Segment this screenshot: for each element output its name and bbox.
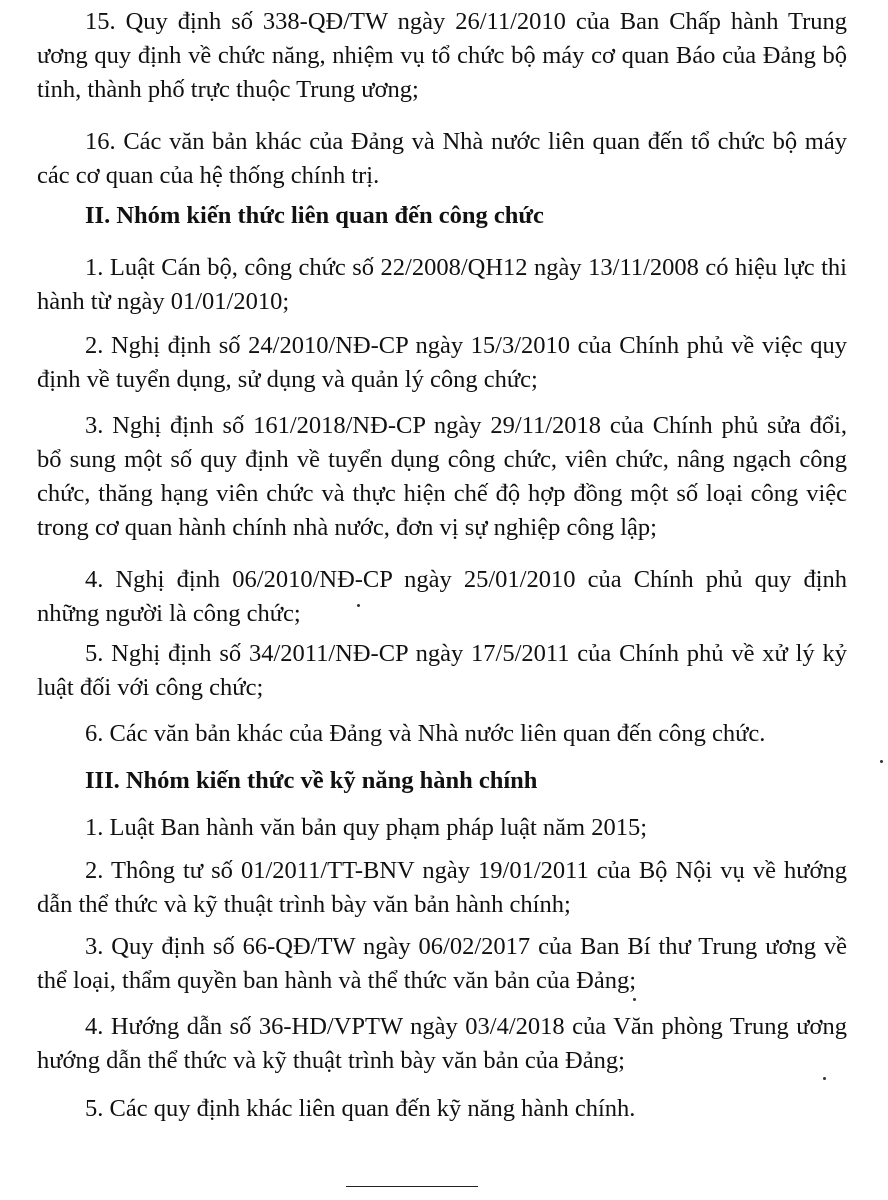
list-item: 15. Quy định số 338-QĐ/TW ngày 26/11/2010 của Ban Chấp hành Trung ương quy định về chức năng, nhiệm vụ tổ chức bộ máy cơ quan Báo của Đảng bộ tỉnh, thành phố trực thuộc Trung ương; (37, 8, 847, 103)
scan-speck (633, 998, 636, 1001)
list-item: 3. Quy định số 66-QĐ/TW ngày 06/02/2017 của Ban Bí thư Trung ương về thể loại, thẩm quyền ban hành và thể thức văn bản của Đảng; (37, 933, 847, 994)
section-heading: II. Nhóm kiến thức liên quan đến công chức (85, 202, 544, 229)
list-item: 1. Luật Ban hành văn bản quy phạm pháp luật năm 2015; (85, 814, 648, 841)
list-item: 3. Nghị định số 161/2018/NĐ-CP ngày 29/11/2018 của Chính phủ sửa đổi, bổ sung một số quy định về tuyển dụng công chức, viên chức, nâng ngạch công chức, thăng hạng viên chức và thực hiện chế độ hợp đồng một số loại công việc trong cơ quan hành chính nhà nước, đơn vị sự nghiệp công lập; (37, 412, 847, 541)
list-item: 2. Nghị định số 24/2010/NĐ-CP ngày 15/3/2010 của Chính phủ về việc quy định về tuyển dụng, sử dụng và quản lý công chức; (37, 332, 847, 393)
list-item: 2. Thông tư số 01/2011/TT-BNV ngày 19/01/2011 của Bộ Nội vụ về hướng dẫn thể thức và kỹ thuật trình bày văn bản hành chính; (37, 857, 847, 918)
list-item: 5. Các quy định khác liên quan đến kỹ năng hành chính. (85, 1095, 636, 1122)
list-item: 16. Các văn bản khác của Đảng và Nhà nước liên quan đến tổ chức bộ máy các cơ quan của hệ thống chính trị. (37, 128, 847, 189)
scan-speck (880, 760, 883, 763)
list-item: 5. Nghị định số 34/2011/NĐ-CP ngày 17/5/2011 của Chính phủ về xử lý kỷ luật đối với công chức; (37, 640, 847, 701)
list-item: 4. Nghị định 06/2010/NĐ-CP ngày 25/01/2010 của Chính phủ quy định những người là công chức; (37, 566, 847, 627)
scan-speck (357, 604, 360, 607)
section-heading: III. Nhóm kiến thức về kỹ năng hành chính (85, 767, 538, 794)
scan-speck (823, 1077, 826, 1080)
list-item: 6. Các văn bản khác của Đảng và Nhà nước liên quan đến công chức. (85, 720, 766, 747)
end-divider (346, 1186, 478, 1187)
list-item: 4. Hướng dẫn số 36-HD/VPTW ngày 03/4/2018 của Văn phòng Trung ương hướng dẫn thể thức và kỹ thuật trình bày văn bản của Đảng; (37, 1013, 847, 1074)
list-item: 1. Luật Cán bộ, công chức số 22/2008/QH12 ngày 13/11/2008 có hiệu lực thi hành từ ngày 01/01/2010; (37, 254, 847, 315)
